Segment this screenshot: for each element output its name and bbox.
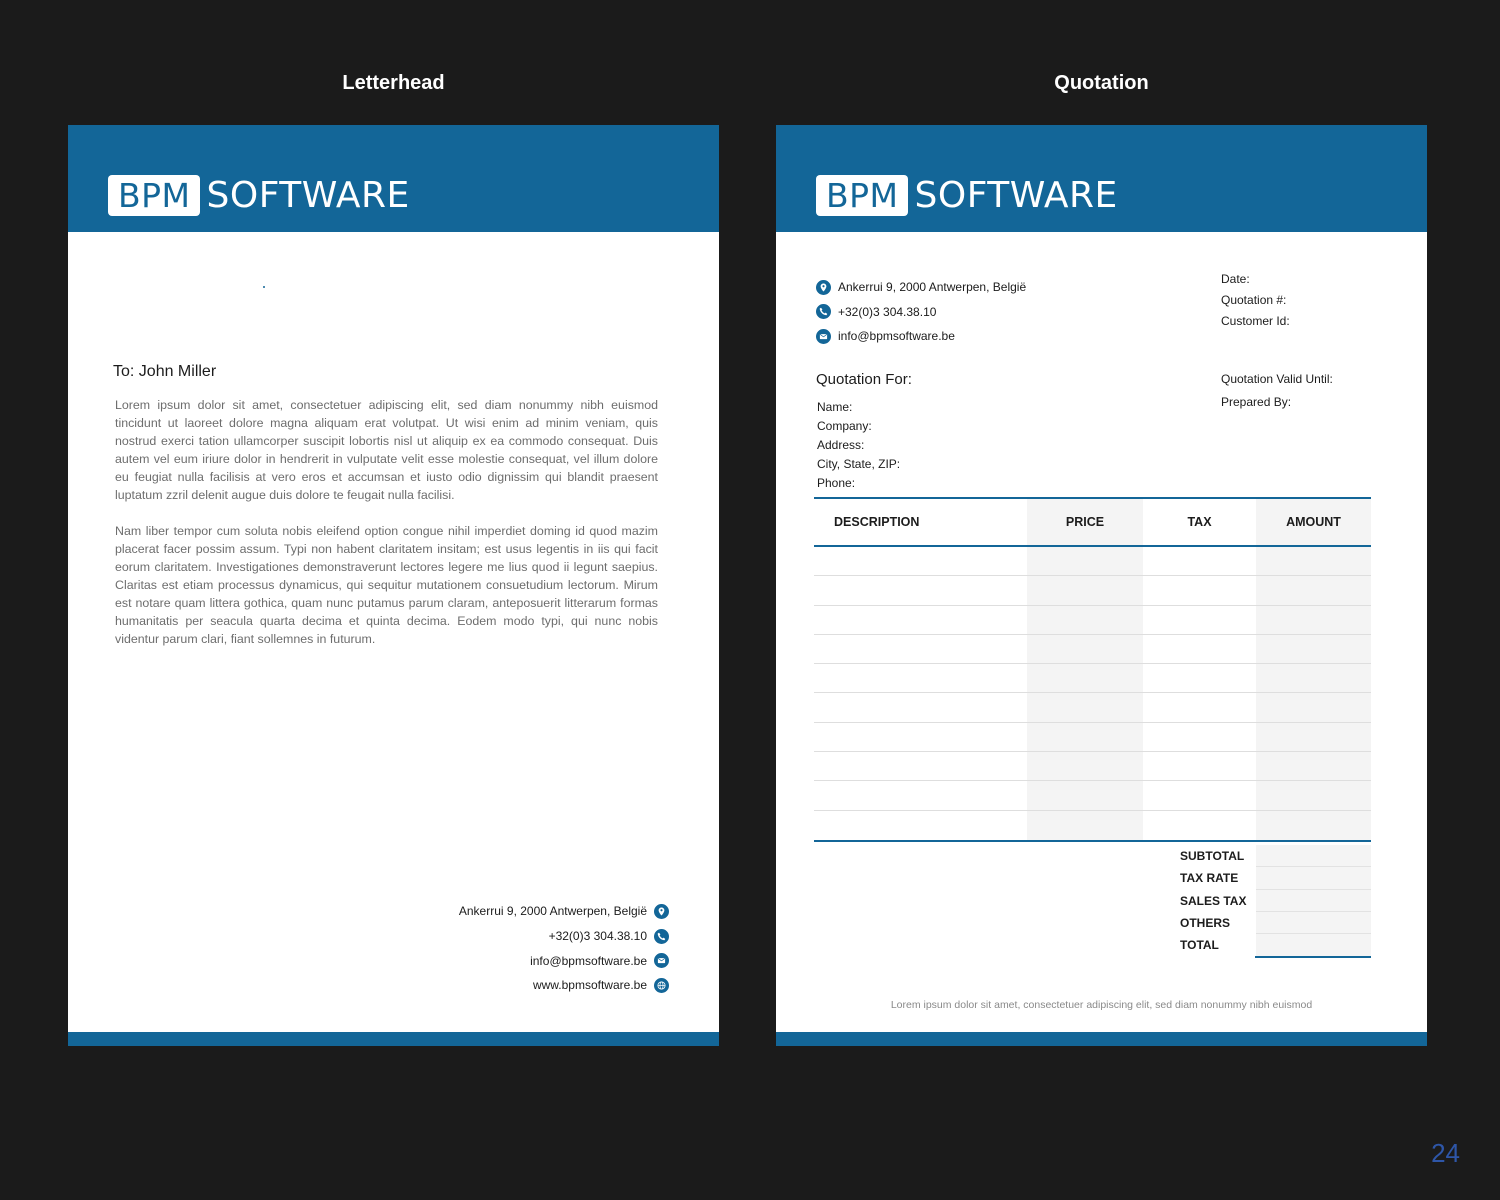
contact-website-text: www.bpmsoftware.be <box>532 978 647 993</box>
quotation-table <box>814 497 1371 842</box>
letterhead-contacts <box>269 899 669 998</box>
contact-email-text: info@bpmsoftware.be <box>530 953 647 968</box>
contact-email <box>269 948 669 973</box>
phone-icon <box>654 929 669 944</box>
location-pin-icon <box>654 904 669 919</box>
tax-rate-value <box>1256 867 1371 889</box>
subtotal-label: SUBTOTAL <box>1180 849 1245 864</box>
subtotal-value <box>1256 845 1371 867</box>
totals-row-tax-rate <box>1180 867 1371 889</box>
contact-website <box>269 973 669 998</box>
field-company: Company: <box>817 419 872 433</box>
table-row <box>814 693 1371 722</box>
quotation-sheet <box>776 125 1427 1046</box>
decorative-dot <box>263 286 265 288</box>
totals-row-subtotal <box>1180 845 1371 867</box>
letterhead-footer-bar <box>68 1032 719 1046</box>
table-row <box>814 781 1371 810</box>
contact-address <box>269 899 669 924</box>
column-description: DESCRIPTION <box>834 515 920 529</box>
column-amount: AMOUNT <box>1256 499 1371 545</box>
totals-row-others <box>1180 912 1371 934</box>
others-label: OTHERS <box>1180 916 1231 931</box>
quotation-footer-bar <box>776 1032 1427 1046</box>
letterhead-banner <box>68 125 719 232</box>
field-address: Address: <box>817 438 865 452</box>
totals-row-sales-tax <box>1180 890 1371 912</box>
envelope-icon <box>654 953 669 968</box>
sales-tax-value <box>1256 890 1371 912</box>
table-row <box>814 547 1371 576</box>
quotation-banner <box>776 125 1427 232</box>
totals-row-total <box>1180 934 1371 956</box>
letterhead-sheet <box>68 125 719 1046</box>
table-row <box>814 752 1371 781</box>
envelope-icon <box>816 329 831 344</box>
quotation-title: Quotation <box>1054 72 1149 94</box>
table-row <box>814 811 1371 840</box>
customer-fields <box>817 399 900 494</box>
brand-logo <box>108 174 410 216</box>
letter-paragraph-2: Nam liber tempor cum soluta nobis eleifend option congue nihil imperdiet doming id quod mazim placerat facer possim assum. Typi non habent claritatem insitam; est usus legentis in iis qui facit eorum claritatem. Investigationes demonstraverunt lectores legere me lius quod ii legunt saepius. Claritas est etiam processus dynamicus, qui sequitur mutationem consuetudium lectorum. Mirum est notare quam littera gothica, quam nunc putamus parum claram, anteposuerit litterarum formas humanitatis per seacula quarta decima et quinta decima. Eodem modo typi, qui nunc nobis videntur parum clari, fiant sollemnes in futurum. <box>115 524 658 646</box>
meta-quotation-number: Quotation #: <box>1221 293 1287 307</box>
globe-icon <box>654 978 669 993</box>
letterhead-title: Letterhead <box>342 72 445 94</box>
meta-customer-id: Customer Id: <box>1221 314 1290 328</box>
others-value <box>1256 912 1371 934</box>
table-row <box>814 664 1371 693</box>
field-name: Name: <box>817 400 853 414</box>
contact-address-text: Ankerrui 9, 2000 Antwerpen, België <box>838 280 1027 295</box>
total-underline <box>1255 956 1371 958</box>
recipient-line: To: John Miller <box>113 363 217 380</box>
table-row <box>814 635 1371 664</box>
table-header <box>814 499 1371 545</box>
table-bottom-rule <box>814 840 1371 842</box>
meta-date: Date: <box>1221 272 1250 286</box>
field-phone: Phone: <box>817 476 856 490</box>
field-city-state-zip: City, State, ZIP: <box>817 457 901 471</box>
table-row <box>814 576 1371 605</box>
contact-phone <box>816 300 1026 325</box>
brand-logo <box>816 174 1118 216</box>
column-tax: TAX <box>1187 515 1212 529</box>
sales-tax-label: SALES TAX <box>1180 893 1247 908</box>
brand-logo-word: SOFTWARE <box>914 174 1118 216</box>
table-row <box>814 723 1371 752</box>
brand-logo-box: BPM <box>108 175 200 216</box>
contact-phone <box>269 924 669 949</box>
contact-address <box>816 275 1026 300</box>
brand-logo-word: SOFTWARE <box>206 174 410 216</box>
column-price: PRICE <box>1027 499 1143 545</box>
phone-icon <box>816 304 831 319</box>
totals-block <box>1180 845 1371 958</box>
meta-valid-until: Quotation Valid Until: <box>1221 372 1333 386</box>
quotation-for-heading: Quotation For: <box>816 371 912 388</box>
total-label: TOTAL <box>1180 938 1219 953</box>
brand-logo-box: BPM <box>816 175 908 216</box>
contact-phone-text: +32(0)3 304.38.10 <box>838 304 937 319</box>
contact-address-text: Ankerrui 9, 2000 Antwerpen, België <box>458 904 647 919</box>
page-number: 24 <box>1431 1138 1460 1168</box>
contact-phone-text: +32(0)3 304.38.10 <box>548 929 647 944</box>
contact-email-text: info@bpmsoftware.be <box>838 329 955 344</box>
tax-rate-label: TAX RATE <box>1180 871 1239 886</box>
letter-paragraph-1: Lorem ipsum dolor sit amet, consectetuer adipiscing elit, sed diam nonummy nibh euismod tincidunt ut laoreet dolore magna aliquam erat volutpat. Ut wisi enim ad minim veniam, quis nostrud exerci tation ullamcorper suscipit lobortis nisl ut aliquip ex ea commodo consequat. Duis autem vel eum iriure dolor in hendrerit in vulputate velit esse molestie consequat, vel illum dolore eu feugiat nulla facilisis at vero eros et accumsan et iusto odio dignissim qui blandit praesent luptatum zzril delenit augue duis dolore te feugait nulla facilisi. <box>115 398 658 502</box>
contact-email <box>816 324 1026 349</box>
quotation-note: Lorem ipsum dolor sit amet, consectetuer adipiscing elit, sed diam nonummy nibh euismod <box>890 999 1313 1011</box>
location-pin-icon <box>816 280 831 295</box>
quotation-contacts <box>816 275 1026 349</box>
meta-prepared-by: Prepared By: <box>1221 395 1292 409</box>
total-value <box>1256 934 1371 956</box>
table-row <box>814 606 1371 635</box>
